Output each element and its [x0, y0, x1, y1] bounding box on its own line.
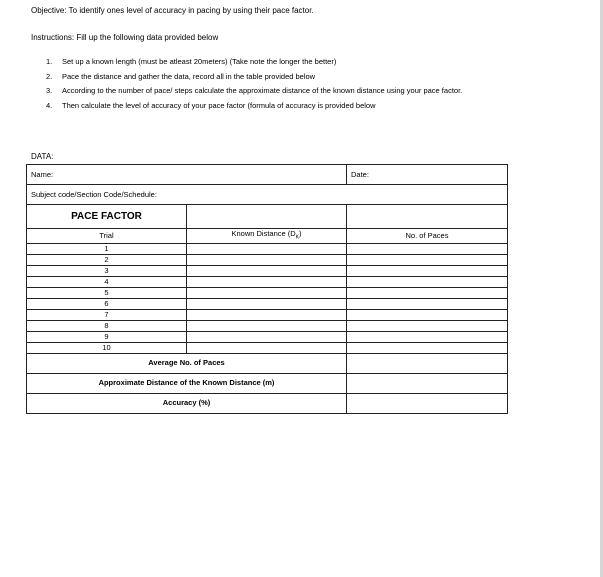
paces-cell[interactable] — [347, 331, 508, 342]
average-value-cell[interactable] — [347, 353, 508, 373]
step-text: Pace the distance and gather the data, record all in the table provided below — [62, 71, 316, 81]
header-row — [27, 229, 508, 244]
table-row — [27, 254, 508, 265]
pace-factor-title-blank — [347, 205, 508, 229]
col-known-distance-header: Known Distance $(D_K)$ — [187, 229, 347, 244]
paces-cell[interactable] — [347, 254, 508, 265]
instruction-step — [46, 85, 506, 98]
subject-row — [27, 185, 508, 205]
known-distance-cell[interactable] — [187, 320, 347, 331]
accuracy-row — [27, 393, 508, 413]
instructions-heading: Instructions: Fill up the following data provided below — [31, 33, 219, 42]
known-distance-cell[interactable] — [187, 287, 347, 298]
instruction-step — [46, 100, 506, 113]
trial-number: 9 — [27, 331, 187, 342]
name-row — [27, 165, 508, 185]
step-text: Set up a known length (must be atleast 20meters) (Take note the longer the better) — [62, 57, 337, 66]
col-paces-header: No. of Paces — [347, 229, 508, 244]
pace-factor-title: PACE FACTOR — [27, 205, 187, 229]
table-row — [27, 276, 508, 287]
paces-cell[interactable] — [347, 320, 508, 331]
col-trial-header: Trial — [27, 229, 187, 244]
subject-field[interactable] — [27, 185, 508, 205]
paces-cell[interactable] — [347, 243, 508, 254]
subject-label: Subject code/Section Code/Schedule: — [31, 189, 157, 199]
step-number: 3. — [46, 86, 53, 95]
approx-distance-label: Approximate Distance of the Known Distance (m) — [27, 373, 347, 393]
known-distance-cell[interactable] — [187, 309, 347, 320]
known-distance-cell[interactable] — [187, 243, 347, 254]
paces-cell[interactable] — [347, 309, 508, 320]
paces-cell[interactable] — [347, 276, 508, 287]
trial-number: 5 — [27, 287, 187, 298]
paces-cell[interactable] — [347, 298, 508, 309]
pace-factor-title-row — [27, 205, 508, 229]
table-row — [27, 309, 508, 320]
trial-number: 10 — [27, 342, 187, 353]
objective-text: Objective: To identify ones level of accuracy in pacing by using their pace factor. — [31, 6, 314, 15]
trial-number: 2 — [27, 254, 187, 265]
pace-factor-table — [26, 164, 508, 414]
paces-cell[interactable] — [347, 265, 508, 276]
known-distance-cell[interactable] — [187, 331, 347, 342]
paces-cell[interactable] — [347, 287, 508, 298]
table-row — [27, 243, 508, 254]
average-label: Average No. of Paces — [27, 353, 347, 373]
trial-number: 6 — [27, 298, 187, 309]
pace-factor-title-blank — [187, 205, 347, 229]
trial-number: 3 — [27, 265, 187, 276]
instruction-step — [46, 71, 506, 84]
known-distance-cell[interactable] — [187, 276, 347, 287]
instruction-step — [46, 56, 506, 69]
table-row — [27, 298, 508, 309]
step-number: 2. — [46, 71, 53, 81]
known-distance-cell[interactable] — [187, 298, 347, 309]
paces-cell[interactable] — [347, 342, 508, 353]
date-field[interactable] — [347, 165, 508, 185]
step-text: According to the number of pace/ steps calculate the approximate distance of the known distance using your pace factor. — [62, 86, 463, 95]
table-row — [27, 287, 508, 298]
date-label: Date: — [351, 169, 369, 179]
known-distance-cell[interactable] — [187, 254, 347, 265]
step-number: 4. — [46, 100, 53, 110]
table-row — [27, 331, 508, 342]
table-row — [27, 265, 508, 276]
table-row — [27, 320, 508, 331]
accuracy-value-cell[interactable] — [347, 393, 508, 413]
accuracy-label: Accuracy (%) — [27, 393, 347, 413]
approx-distance-value-cell[interactable] — [347, 373, 508, 393]
trial-number: 8 — [27, 320, 187, 331]
average-row — [27, 353, 508, 373]
known-distance-cell[interactable] — [187, 265, 347, 276]
step-text: Then calculate the level of accuracy of your pace factor (formula of accuracy is provided below — [62, 100, 376, 110]
instruction-steps — [46, 56, 506, 114]
trial-number: 1 — [27, 243, 187, 254]
name-field[interactable] — [27, 165, 347, 185]
trial-number: 7 — [27, 309, 187, 320]
data-label: DATA: — [31, 152, 54, 161]
approx-row — [27, 373, 508, 393]
name-label: Name: — [31, 169, 54, 179]
known-distance-cell[interactable] — [187, 342, 347, 353]
table-row — [27, 342, 508, 353]
trial-number: 4 — [27, 276, 187, 287]
step-number: 1. — [46, 57, 53, 66]
